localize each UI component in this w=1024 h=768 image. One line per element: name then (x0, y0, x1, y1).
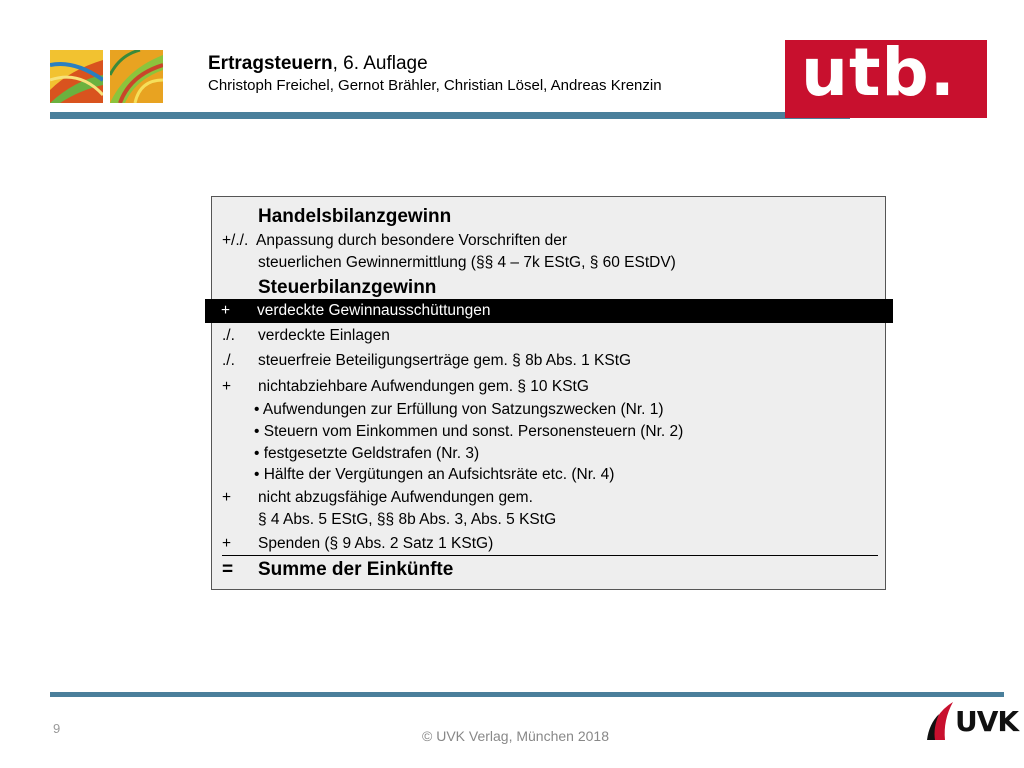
uvk-sail-icon (925, 700, 959, 742)
uvk-logo: UVK (925, 700, 1005, 744)
income-calculation-scheme: Handelsbilanzgewinn +/./. Anpassung durch besondere Vorschriften der steuerlichen Gewinnermittlung (§§ 4 – 7k EStG, § 60 EStDV) Steuerbilanzgewinn ./. verdeckte Einlagen ./. steuerfreie Beteiligungserträge gem. § 8b Abs. 1 KStG + nichtabziehbare Aufwendungen gem. § 10 KStG • Aufwendungen zur Erfüllung von Satzungszwecken (Nr. 1) • Steuern vom Einkommen und sonst. Personensteuern (Nr. 2) • festgesetzte Geldstrafen (Nr. 3) • Hälfte der Vergütungen an Aufsichtsräte etc. (Nr. 4) + nicht abzugsfähige Aufwendungen gem. § 4 Abs. 5 EStG, §§ 8b Abs. 3, Abs. 5 KStG + Spenden (§ 9 Abs. 2 Satz 1 KStG) = Summe der Einkünfte (211, 196, 886, 590)
footer-divider (50, 692, 1004, 697)
sum-divider (222, 555, 878, 556)
cover-thumbnail-2 (110, 50, 163, 103)
utb-logo: utb. (785, 40, 987, 118)
highlighted-scheme-item: + verdeckte Gewinnausschüttungen (205, 299, 893, 323)
cover-thumbnail-1 (50, 50, 103, 103)
book-authors: Christoph Freichel, Gernot Brähler, Christian Lösel, Andreas Krenzin (208, 77, 662, 94)
header-divider (50, 112, 850, 119)
page-number: 9 (53, 721, 61, 736)
copyright: © UVK Verlag, München 2018 (422, 728, 609, 744)
book-title: Ertragsteuern, 6. Auflage (208, 53, 428, 74)
